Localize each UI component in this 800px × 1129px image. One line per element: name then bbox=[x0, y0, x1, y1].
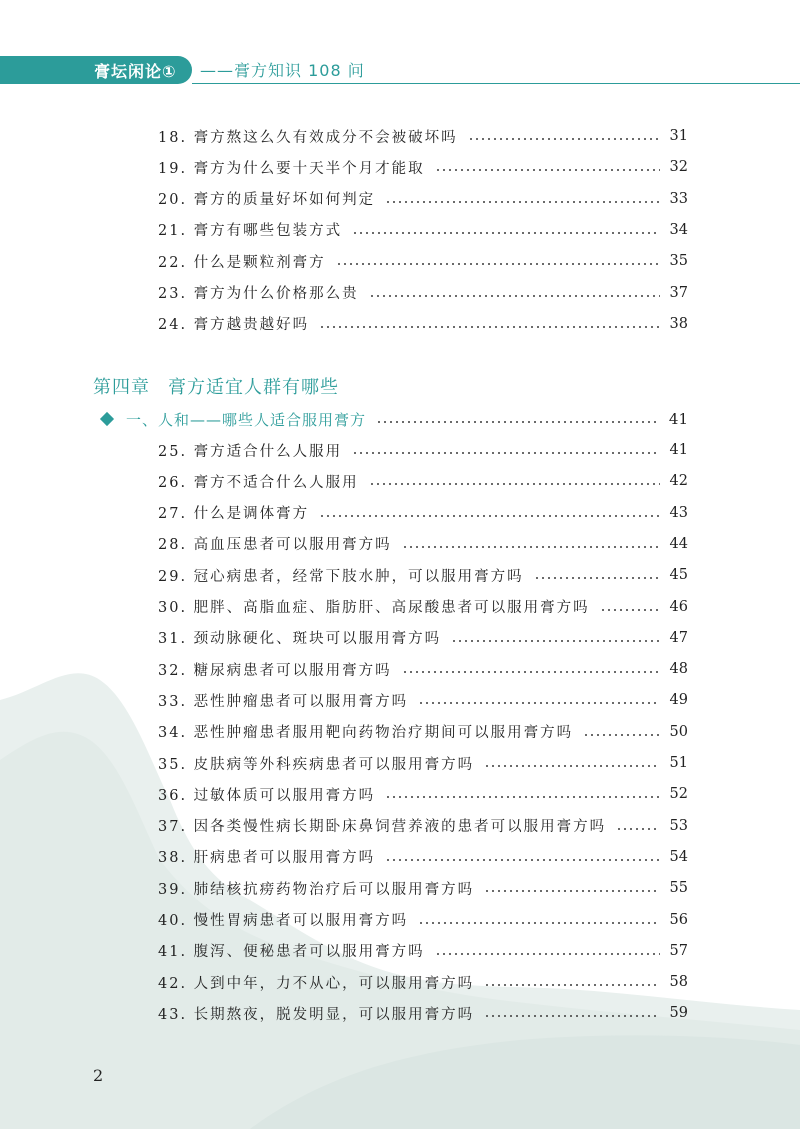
leader-dots bbox=[352, 452, 659, 454]
toc-entry[interactable] bbox=[158, 124, 688, 148]
toc-entry[interactable] bbox=[158, 312, 688, 336]
leader-dots bbox=[402, 546, 660, 548]
toc-entry[interactable] bbox=[158, 563, 688, 587]
toc-entry[interactable] bbox=[158, 814, 688, 838]
leader-dots bbox=[484, 984, 659, 986]
chapter-heading bbox=[93, 374, 339, 402]
toc-entry-page: 45 bbox=[669, 567, 688, 584]
chapter-title: 膏方适宜人群有哪些 bbox=[168, 377, 339, 398]
toc-entry[interactable] bbox=[158, 908, 688, 932]
toc-entry-page: 54 bbox=[669, 848, 688, 865]
leader-dots bbox=[600, 609, 660, 611]
toc-entry-label: 41. 腹泻、便秘患者可以服用膏方吗 bbox=[158, 944, 425, 961]
leader-dots bbox=[369, 295, 660, 297]
chapter-number: 第四章 bbox=[93, 377, 150, 398]
toc-entry-page: 57 bbox=[669, 942, 688, 959]
toc-entry-page: 59 bbox=[669, 1005, 688, 1022]
page-number: 2 bbox=[93, 1066, 104, 1085]
toc-entry-label: 27. 什么是调体膏方 bbox=[158, 506, 310, 523]
series-title: 膏坛闲论① bbox=[94, 62, 177, 81]
toc-entry-page: 41 bbox=[669, 442, 688, 458]
toc-entry-page: 35 bbox=[669, 253, 688, 270]
toc-entry[interactable] bbox=[158, 751, 688, 775]
leader-dots bbox=[435, 169, 660, 171]
leader-dots bbox=[319, 326, 659, 328]
toc-entry-label: 20. 膏方的质量好坏如何判定 bbox=[158, 192, 376, 209]
toc-entry-label: 39. 肺结核抗痨药物治疗后可以服用膏方吗 bbox=[158, 881, 475, 898]
leader-dots bbox=[468, 138, 660, 140]
leader-dots bbox=[402, 671, 660, 673]
toc-entry-page: 38 bbox=[669, 315, 688, 332]
toc-entry[interactable] bbox=[158, 532, 688, 556]
toc-entry-label: 40. 慢性胃病患者可以服用膏方吗 bbox=[158, 913, 409, 929]
toc-entry-page: 50 bbox=[669, 723, 688, 740]
section-page: 41 bbox=[668, 410, 688, 428]
leader-dots bbox=[418, 702, 659, 704]
toc-entry-page: 55 bbox=[669, 880, 688, 897]
leader-dots bbox=[484, 1015, 659, 1017]
toc-entry-page: 52 bbox=[669, 786, 688, 803]
section-label: 一、人和——哪些人适合服用膏方 bbox=[126, 410, 367, 429]
toc-entry-page: 49 bbox=[669, 692, 688, 709]
toc-entry-label: 36. 过敏体质可以服用膏方吗 bbox=[158, 787, 376, 804]
leader-dots bbox=[435, 953, 660, 955]
toc-entry-page: 42 bbox=[669, 473, 688, 490]
toc-entry-page: 44 bbox=[669, 535, 688, 552]
toc-entry-page: 53 bbox=[669, 817, 688, 834]
toc-entry[interactable] bbox=[158, 187, 688, 211]
toc-entry-page: 46 bbox=[669, 598, 688, 615]
toc-entry-label: 37. 因各类慢性病长期卧床鼻饲营养液的患者可以服用膏方吗 bbox=[158, 819, 607, 836]
leader-dots bbox=[369, 483, 660, 485]
toc-entry-page: 48 bbox=[669, 661, 688, 678]
leader-dots bbox=[616, 828, 659, 830]
toc-entry[interactable] bbox=[158, 720, 688, 744]
toc-entry-label: 33. 恶性肿瘤患者可以服用膏方吗 bbox=[158, 693, 409, 710]
toc-entry-page: 56 bbox=[669, 911, 688, 928]
leader-dots bbox=[385, 201, 659, 203]
toc-entry-page: 31 bbox=[669, 128, 688, 144]
toc-entry[interactable] bbox=[158, 939, 688, 963]
book-title: ——膏方知识 108 问 bbox=[200, 61, 365, 80]
diamond-bullet-icon bbox=[100, 412, 114, 426]
toc-entry[interactable] bbox=[158, 155, 688, 179]
leader-dots bbox=[352, 232, 659, 234]
toc-entry-label: 43. 长期熬夜，脱发明显，可以服用膏方吗 bbox=[158, 1006, 475, 1023]
toc-entry-label: 22. 什么是颗粒剂膏方 bbox=[158, 254, 326, 271]
toc-entry-label: 32. 糖尿病患者可以服用膏方吗 bbox=[158, 662, 392, 679]
leader-dots bbox=[583, 734, 659, 736]
toc-entry-page: 43 bbox=[669, 504, 688, 521]
toc-entry-label: 23. 膏方为什么价格那么贵 bbox=[158, 286, 359, 302]
leader-dots bbox=[376, 421, 659, 423]
toc-entry-label: 28. 高血压患者可以服用膏方吗 bbox=[158, 537, 392, 554]
section-entry[interactable] bbox=[100, 407, 688, 431]
toc-entry[interactable] bbox=[158, 845, 688, 869]
toc-entry-label: 34. 恶性肿瘤患者服用靶向药物治疗期间可以服用膏方吗 bbox=[158, 725, 574, 742]
toc-entry-label: 31. 颈动脉硬化、斑块可以服用膏方吗 bbox=[158, 631, 442, 648]
toc-entry[interactable] bbox=[158, 782, 688, 806]
toc-entry-page: 34 bbox=[669, 221, 688, 238]
toc-entry[interactable] bbox=[158, 281, 688, 305]
toc-entry[interactable] bbox=[158, 970, 688, 994]
leader-dots bbox=[484, 890, 659, 892]
leader-dots bbox=[319, 515, 659, 517]
toc-entry-label: 35. 皮肤病等外科疾病患者可以服用膏方吗 bbox=[158, 756, 475, 773]
toc-entry[interactable] bbox=[158, 626, 688, 650]
toc-entry-label: 24. 膏方越贵越好吗 bbox=[158, 317, 310, 334]
toc-entry[interactable] bbox=[158, 438, 688, 462]
toc-entry-label: 19. 膏方为什么要十天半个月才能取 bbox=[158, 160, 425, 177]
leader-dots bbox=[534, 577, 660, 579]
toc-entry-label: 42. 人到中年，力不从心，可以服用膏方吗 bbox=[158, 975, 475, 992]
leader-dots bbox=[385, 796, 659, 798]
toc-entry-page: 47 bbox=[669, 629, 688, 646]
toc-entry-page: 37 bbox=[669, 284, 688, 301]
toc-entry-page: 32 bbox=[669, 159, 688, 176]
toc-entry[interactable] bbox=[158, 469, 688, 493]
toc-entry-label: 26. 膏方不适合什么人服用 bbox=[158, 474, 359, 491]
toc-entry[interactable] bbox=[158, 688, 688, 712]
toc-entry[interactable] bbox=[158, 876, 688, 900]
toc-entry-label: 18. 膏方熬这么久有效成分不会被破坏吗 bbox=[158, 129, 458, 146]
leader-dots bbox=[484, 765, 659, 767]
toc-entry[interactable] bbox=[158, 657, 688, 681]
toc-entry[interactable] bbox=[158, 249, 688, 273]
toc-entry-label: 30. 肥胖、高脂血症、脂肪肝、高尿酸患者可以服用膏方吗 bbox=[158, 600, 590, 616]
toc-entry-label: 21. 膏方有哪些包装方式 bbox=[158, 223, 343, 240]
leader-dots bbox=[385, 859, 659, 861]
toc-entry-page: 51 bbox=[669, 755, 688, 771]
leader-dots bbox=[451, 640, 659, 642]
toc-entry[interactable] bbox=[158, 1001, 688, 1025]
toc-entry-label: 38. 肝病患者可以服用膏方吗 bbox=[158, 850, 376, 867]
toc-entry-label: 29. 冠心病患者，经常下肢水肿，可以服用膏方吗 bbox=[158, 568, 524, 585]
leader-dots bbox=[418, 922, 659, 924]
toc-entry-page: 33 bbox=[669, 190, 688, 207]
leader-dots bbox=[336, 263, 660, 265]
toc-entry-page: 58 bbox=[669, 974, 688, 991]
toc-entry[interactable] bbox=[158, 501, 688, 525]
toc-entry-label: 25. 膏方适合什么人服用 bbox=[158, 443, 343, 460]
toc-entry[interactable] bbox=[158, 218, 688, 242]
toc-entry[interactable] bbox=[158, 595, 688, 619]
